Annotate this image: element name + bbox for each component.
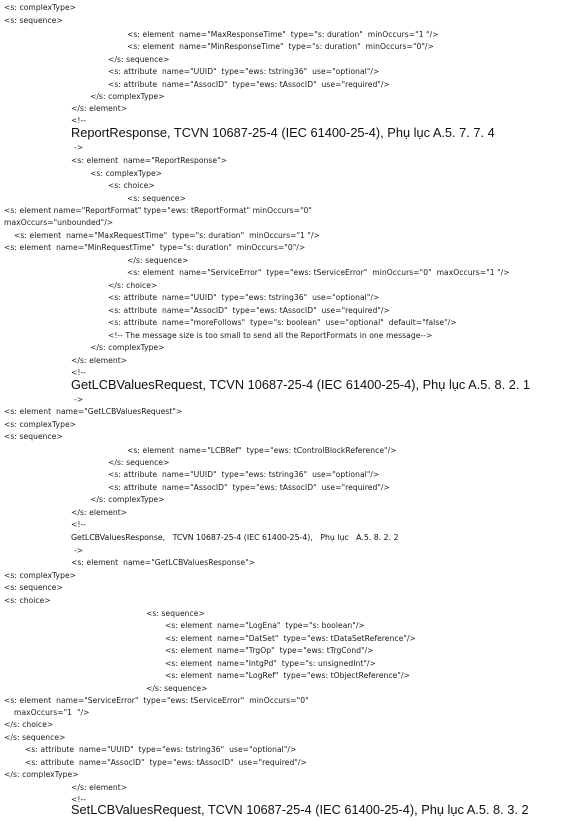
comment-open: <!--	[71, 116, 87, 125]
code-line: <s: element name="MaxRequestTime" type="s: duration" minOccurs="1 "/>	[14, 231, 320, 240]
code-line: <s: element name="ReportFormat" type="ews: tReportFormat" minOccurs="0"	[4, 206, 312, 215]
code-line: </s: complexType>	[90, 343, 165, 352]
comment-close: ->	[74, 546, 84, 555]
section-heading: GetLCBValuesRequest, TCVN 10687-25-4 (IEC 61400-25-4), Phụ lục A.5. 8. 2. 1	[71, 377, 531, 392]
code-line: <s: sequence>	[146, 609, 205, 618]
section-heading: GetLCBValuesResponse, TCVN 10687-25-4 (IEC 61400-25-4), Phụ lục A.5. 8. 2. 2	[71, 533, 399, 542]
code-line: <s: choice>	[4, 596, 51, 605]
code-line: <s: element name="LCBRef" type="ews: tControlBlockReference"/>	[127, 446, 397, 455]
code-line: <s: attribute name="moreFollows" type="s: boolean" use="optional" default="false"/>	[108, 318, 457, 327]
code-line: <s: attribute name="UUID" type="ews: tstring36" use="optional"/>	[108, 293, 380, 302]
section-heading: ReportResponse, TCVN 10687-25-4 (IEC 61400-25-4), Phụ lục A.5. 7. 7. 4	[71, 125, 495, 140]
code-line: <s: element name="ServiceError" type="ews: tServiceError" minOccurs="0" maxOccurs="1 "/>	[127, 268, 510, 277]
code-line: <s: complexType>	[4, 571, 77, 580]
code-line: <s: attribute name="AssocID" type="ews: tAssocID" use="required"/>	[108, 80, 390, 89]
code-line: <s: complexType>	[4, 420, 77, 429]
comment-open: <!--	[71, 368, 87, 377]
code-line: <s: complexType>	[90, 169, 163, 178]
code-line: <s: element name="TrgOp" type="ews: tTrgCond"/>	[165, 646, 374, 655]
code-line: </s: sequence>	[108, 458, 170, 467]
code-line: <s: element name="ServiceError" type="ews: tServiceError" minOccurs="0"	[4, 696, 309, 705]
code-line: </s: element>	[71, 356, 128, 365]
code-line: </s: element>	[71, 783, 128, 792]
code-line: <s: attribute name="AssocID" type="ews: tAssocID" use="required"/>	[108, 483, 390, 492]
code-line: maxOccurs="1 "/>	[14, 708, 90, 717]
code-line: <s: element name="ReportResponse">	[71, 156, 228, 165]
code-line: <s: choice>	[108, 181, 155, 190]
code-line: <s: complexType>	[4, 3, 77, 12]
code-line: </s: element>	[71, 508, 128, 517]
section-heading: SetLCBValuesRequest, TCVN 10687-25-4 (IEC 61400-25-4), Phụ lục A.5. 8. 3. 2	[71, 802, 529, 817]
code-line: </s: complexType>	[90, 92, 165, 101]
code-line: <s: element name="MinResponseTime" type="s: duration" minOccurs="0"/>	[127, 42, 434, 51]
code-line: <s: element name="GetLCBValuesResponse">	[71, 558, 256, 567]
code-line: <s: attribute name="AssocID" type="ews: tAssocID" use="required"/>	[108, 306, 390, 315]
comment-open: <!--	[71, 520, 87, 529]
comment-open: <!--	[71, 795, 87, 804]
code-line: <s: sequence>	[4, 583, 63, 592]
code-line: <s: element name="LogRef" type="ews: tObjectReference"/>	[165, 671, 410, 680]
code-line: <s: element name="IntgPd" type="s: unsignedInt"/>	[165, 659, 376, 668]
code-line: </s: element>	[71, 104, 128, 113]
code-line: <s: attribute name="UUID" type="ews: tstring36" use="optional"/>	[25, 745, 297, 754]
code-line: </s: sequence>	[146, 684, 208, 693]
code-line: <s: element name="MinRequestTime" type="s: duration" minOccurs="0"/>	[4, 243, 306, 252]
code-line: <s: element name="GetLCBValuesRequest">	[4, 407, 183, 416]
code-comment: <!-- The message size is too small to send all the ReportFormats in one message-->	[108, 331, 433, 340]
code-line: maxOccurs="unbounded"/>	[4, 218, 114, 227]
code-line: </s: complexType>	[4, 770, 79, 779]
code-line: <s: element name="LogEna" type="s: boolean"/>	[165, 621, 365, 630]
code-line: <s: element name="DatSet" type="ews: tDataSetReference"/>	[165, 634, 416, 643]
code-line: </s: sequence>	[4, 733, 66, 742]
code-line: <s: sequence>	[127, 194, 186, 203]
code-line: <s: attribute name="UUID" type="ews: tstring36" use="optional"/>	[108, 67, 380, 76]
code-line: <s: attribute name="AssocID" type="ews: tAssocID" use="required"/>	[25, 758, 307, 767]
code-line: </s: choice>	[4, 720, 54, 729]
code-line: <s: sequence>	[4, 432, 63, 441]
comment-close: ->	[74, 395, 84, 404]
code-line: <s: element name="MaxResponseTime" type="s: duration" minOccurs="1 "/>	[127, 30, 439, 39]
code-line: <s: sequence>	[4, 16, 63, 25]
code-line: </s: choice>	[108, 281, 158, 290]
comment-close: ->	[74, 143, 84, 152]
code-line: </s: sequence>	[127, 256, 189, 265]
code-line: </s: complexType>	[90, 495, 165, 504]
code-line: </s: sequence>	[108, 55, 170, 64]
code-line: <s: attribute name="UUID" type="ews: tstring36" use="optional"/>	[108, 470, 380, 479]
